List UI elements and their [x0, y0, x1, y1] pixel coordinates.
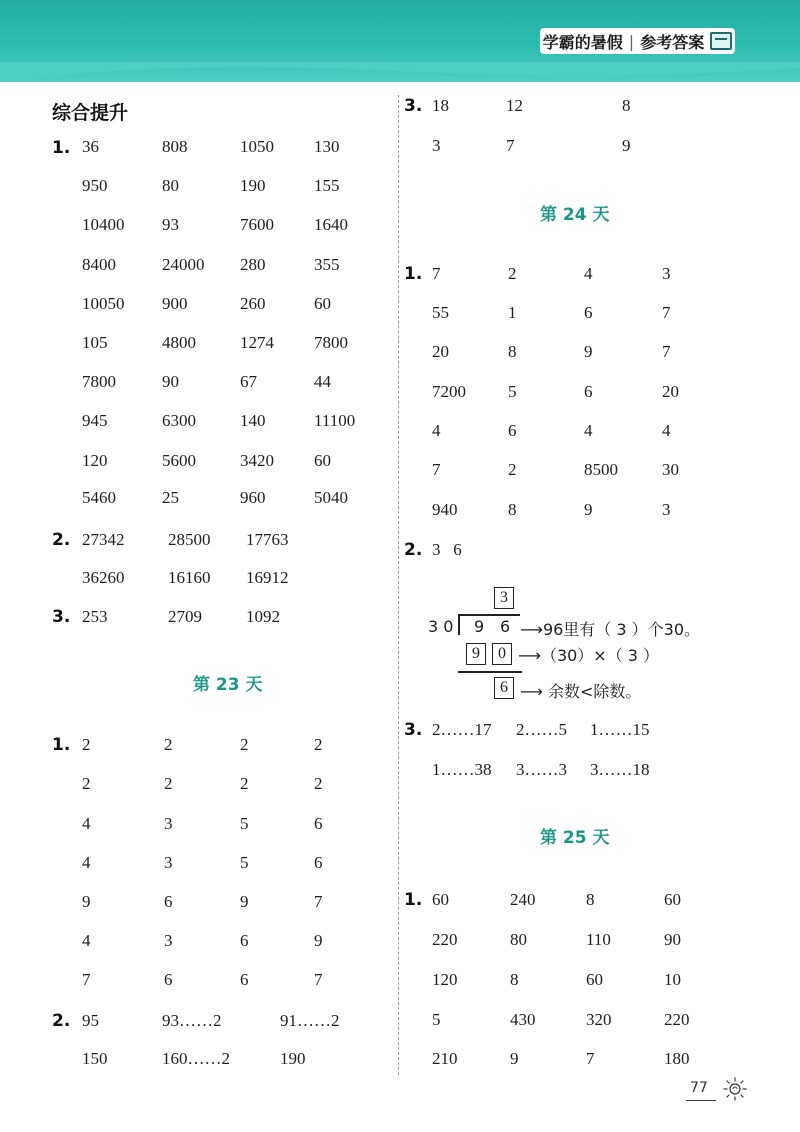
remainder-box: 6: [494, 677, 514, 699]
product-box-1: 9: [466, 643, 486, 665]
review-q1-answer: 93: [162, 215, 179, 234]
day23-q1-answer: 2: [314, 735, 323, 754]
carryover-q3-answer: 7: [506, 136, 515, 155]
day23-q1-answer: 4: [82, 814, 91, 833]
day25-q1-answer: 9: [510, 1049, 519, 1068]
day25-q1-answer: 8: [586, 890, 595, 909]
carryover-q3-answer: 8: [622, 96, 631, 115]
day23-q1-answer: 2: [164, 774, 173, 793]
day23-q2-answer: 95: [82, 1011, 99, 1030]
book-icon: [710, 32, 732, 50]
review-q1-answer: 10050: [82, 294, 125, 313]
review-q1-answer: 25: [162, 488, 179, 507]
day25-q1-answer: 220: [664, 1010, 690, 1029]
day25-q1-answer: 120: [432, 970, 458, 989]
review-q1-answer: 6300: [162, 411, 196, 430]
day23-q1-answer: 6: [240, 970, 249, 989]
day25-q1-number: 1.: [404, 890, 423, 910]
carryover-q3-answer: 3: [432, 136, 441, 155]
day23-q1-answer: 2: [314, 774, 323, 793]
header-brand: 学霸的暑假: [542, 32, 623, 52]
review-q1-answer: 5040: [314, 488, 348, 507]
day24-q1-answer: 8500: [584, 460, 618, 479]
review-q1-answer: 80: [162, 176, 179, 195]
carryover-q3-answer: 18: [432, 96, 449, 115]
review-q1-answer: 190: [240, 176, 266, 195]
review-q2-answer: 27342: [82, 530, 125, 549]
day23-q1-answer: 2: [240, 774, 249, 793]
day23-q1-answer: 3: [164, 931, 173, 950]
day24-q1-number: 1.: [404, 264, 423, 284]
review-q1-answer: 960: [240, 488, 266, 507]
day24-q1-answer: 4: [584, 421, 593, 440]
day24-q1-answer: 9: [584, 342, 593, 361]
day23-q1-answer: 5: [240, 853, 249, 872]
day23-q2-number: 2.: [52, 1011, 71, 1031]
day23-q1-answer: 6: [164, 970, 173, 989]
review-q1-answer: 7800: [82, 372, 116, 391]
day24-q1-answer: 2: [508, 264, 517, 283]
day23-q1-answer: 6: [314, 814, 323, 833]
page-number: 77: [690, 1080, 708, 1096]
review-q2-number: 2.: [52, 530, 71, 550]
day25-q1-answer: 60: [586, 970, 603, 989]
day25-q1-answer: 240: [510, 890, 536, 909]
day23-q1-answer: 7: [314, 892, 323, 911]
day23-q1-answer: 3: [164, 853, 173, 872]
day24-q1-answer: 30: [662, 460, 679, 479]
day23-q1-answer: 5: [240, 814, 249, 833]
day24-q1-answer: 2: [508, 460, 517, 479]
carryover-q3-number: 3.: [404, 96, 423, 116]
day24-q3-answer: 3……3: [516, 760, 567, 779]
day24-q3-answer: 2……5: [516, 720, 567, 739]
day23-q1-answer: 2: [82, 735, 91, 754]
day24-q1-answer: 20: [662, 382, 679, 401]
review-q1-answer: 44: [314, 372, 331, 391]
day24-q1-answer: 9: [584, 500, 593, 519]
division-bracket: [458, 615, 460, 635]
day23-q1-answer: 7: [314, 970, 323, 989]
day24-q1-answer: 20: [432, 342, 449, 361]
review-q1-answer: 105: [82, 333, 108, 352]
day24-q1-answer: 1: [508, 303, 517, 322]
day-23-title: 第 23 天: [193, 675, 263, 695]
day24-q3-answer: 2……17: [432, 720, 492, 739]
review-q1-answer: 1274: [240, 333, 274, 352]
day25-q1-answer: 110: [586, 930, 611, 949]
day23-q1-answer: 9: [314, 931, 323, 950]
subtraction-line: [458, 671, 522, 673]
review-q1-answer: 1050: [240, 137, 274, 156]
review-q3-answer: 253: [82, 607, 108, 626]
review-q1-answer: 60: [314, 294, 331, 313]
day23-q1-answer: 6: [164, 892, 173, 911]
day25-q1-answer: 60: [664, 890, 681, 909]
review-q1-answer: 7600: [240, 215, 274, 234]
day24-q1-answer: 8: [508, 342, 517, 361]
day24-q1-answer: 7: [662, 303, 671, 322]
day25-q1-answer: 8: [510, 970, 519, 989]
quotient-box: 3: [494, 587, 514, 609]
day-24-title: 第 24 天: [540, 205, 610, 225]
carryover-q3-answer: 12: [506, 96, 523, 115]
review-q1-answer: 11100: [314, 411, 356, 430]
section-title: 综合提升: [52, 102, 129, 124]
day25-q1-answer: 180: [664, 1049, 690, 1068]
day24-q1-answer: 55: [432, 303, 449, 322]
review-q3-answer: 1092: [246, 607, 280, 626]
day24-q1-answer: 4: [584, 264, 593, 283]
review-q2-answer: 28500: [168, 530, 211, 549]
day23-q2-answer: 91……2: [280, 1011, 340, 1030]
sun-icon: [722, 1076, 748, 1102]
day-25-title: 第 25 天: [540, 828, 610, 848]
day24-q1-answer: 6: [584, 303, 593, 322]
header-wave: [0, 62, 800, 102]
review-q1-answer: 945: [82, 411, 108, 430]
day25-q1-answer: 220: [432, 930, 458, 949]
dividend-digit-1: 9: [474, 617, 485, 636]
review-q1-answer: 120: [82, 451, 108, 470]
day23-q1-answer: 2: [82, 774, 91, 793]
day23-q1-number: 1.: [52, 735, 71, 755]
division-note-1: ⟶96里有（ 3 ）个30。: [520, 620, 701, 639]
division-note-3: ⟶ 余数<除数。: [520, 682, 642, 701]
day23-q1-answer: 7: [82, 970, 91, 989]
day24-q1-answer: 6: [508, 421, 517, 440]
review-q1-answer: 260: [240, 294, 266, 313]
review-q1-answer: 355: [314, 255, 340, 274]
review-q2-answer: 17763: [246, 530, 289, 549]
day25-q1-answer: 210: [432, 1049, 458, 1068]
review-q3-number: 3.: [52, 607, 71, 627]
header-label: 参考答案: [640, 32, 705, 52]
day24-q3-answer: 1……15: [590, 720, 650, 739]
day23-q1-answer: 2: [240, 735, 249, 754]
day23-q1-answer: 3: [164, 814, 173, 833]
day24-q1-answer: 4: [662, 421, 671, 440]
day24-q3-answer: 1……38: [432, 760, 492, 779]
day25-q1-answer: 10: [664, 970, 681, 989]
day25-q1-answer: 60: [432, 890, 449, 909]
review-q1-answer: 60: [314, 451, 331, 470]
day24-q1-answer: 5: [508, 382, 517, 401]
review-q1-answer: 24000: [162, 255, 205, 274]
day24-q3-answer: 3……18: [590, 760, 650, 779]
carryover-q3-answer: 9: [622, 136, 631, 155]
review-q1-answer: 67: [240, 372, 257, 391]
review-q2-answer: 16912: [246, 568, 289, 587]
day25-q1-answer: 7: [586, 1049, 595, 1068]
review-q2-answer: 36260: [82, 568, 125, 587]
day24-q1-answer: 8: [508, 500, 517, 519]
page-underline: [686, 1100, 716, 1101]
day23-q1-answer: 9: [240, 892, 249, 911]
day24-q1-answer: 7: [432, 460, 441, 479]
day24-q1-answer: 7: [662, 342, 671, 361]
long-division-diagram: [428, 585, 728, 705]
review-q1-answer: 4800: [162, 333, 196, 352]
day24-q1-answer: 7200: [432, 382, 466, 401]
day24-q2-answer: 3 6: [432, 540, 462, 559]
header-separator: |: [628, 31, 635, 51]
division-bar: [458, 614, 520, 616]
day24-q1-answer: 3: [662, 500, 671, 519]
day23-q2-answer: 160……2: [162, 1049, 230, 1068]
review-q1-answer: 8400: [82, 255, 116, 274]
day25-q1-answer: 320: [586, 1010, 612, 1029]
day23-q1-answer: 6: [240, 931, 249, 950]
day24-q1-answer: 6: [584, 382, 593, 401]
review-q1-answer: 155: [314, 176, 340, 195]
review-q1-answer: 5460: [82, 488, 116, 507]
column-divider: [398, 95, 399, 1075]
review-q1-answer: 90: [162, 372, 179, 391]
review-q2-answer: 16160: [168, 568, 211, 587]
review-q1-answer: 1640: [314, 215, 348, 234]
day25-q1-answer: 80: [510, 930, 527, 949]
review-q1-answer: 36: [82, 137, 99, 156]
review-q1-answer: 130: [314, 137, 340, 156]
day24-q2-number: 2.: [404, 540, 423, 560]
review-q1-answer: 808: [162, 137, 188, 156]
day24-q1-answer: 7: [432, 264, 441, 283]
review-q1-number: 1.: [52, 138, 71, 158]
day23-q1-answer: 6: [314, 853, 323, 872]
day24-q1-answer: 4: [432, 421, 441, 440]
day24-q3-number: 3.: [404, 720, 423, 740]
review-q1-answer: 900: [162, 294, 188, 313]
product-box-2: 0: [492, 643, 512, 665]
day24-q1-answer: 940: [432, 500, 458, 519]
day23-q1-answer: 4: [82, 853, 91, 872]
review-q3-answer: 2709: [168, 607, 202, 626]
day25-q1-answer: 430: [510, 1010, 536, 1029]
review-q1-answer: 280: [240, 255, 266, 274]
review-q1-answer: 140: [240, 411, 266, 430]
review-q1-answer: 5600: [162, 451, 196, 470]
day23-q2-answer: 190: [280, 1049, 306, 1068]
division-note-2: ⟶（30）×（ 3 ）: [518, 646, 660, 665]
day25-q1-answer: 5: [432, 1010, 441, 1029]
review-q1-answer: 950: [82, 176, 108, 195]
review-q1-answer: 10400: [82, 215, 125, 234]
day23-q2-answer: 150: [82, 1049, 108, 1068]
divisor: 3 0: [428, 617, 454, 636]
review-q1-answer: 7800: [314, 333, 348, 352]
day23-q1-answer: 4: [82, 931, 91, 950]
review-q1-answer: 3420: [240, 451, 274, 470]
day23-q1-answer: 2: [164, 735, 173, 754]
day23-q1-answer: 9: [82, 892, 91, 911]
day23-q2-answer: 93……2: [162, 1011, 222, 1030]
header-tag: [540, 28, 735, 54]
dividend-digit-2: 6: [500, 617, 511, 636]
day25-q1-answer: 90: [664, 930, 681, 949]
day24-q1-answer: 3: [662, 264, 671, 283]
